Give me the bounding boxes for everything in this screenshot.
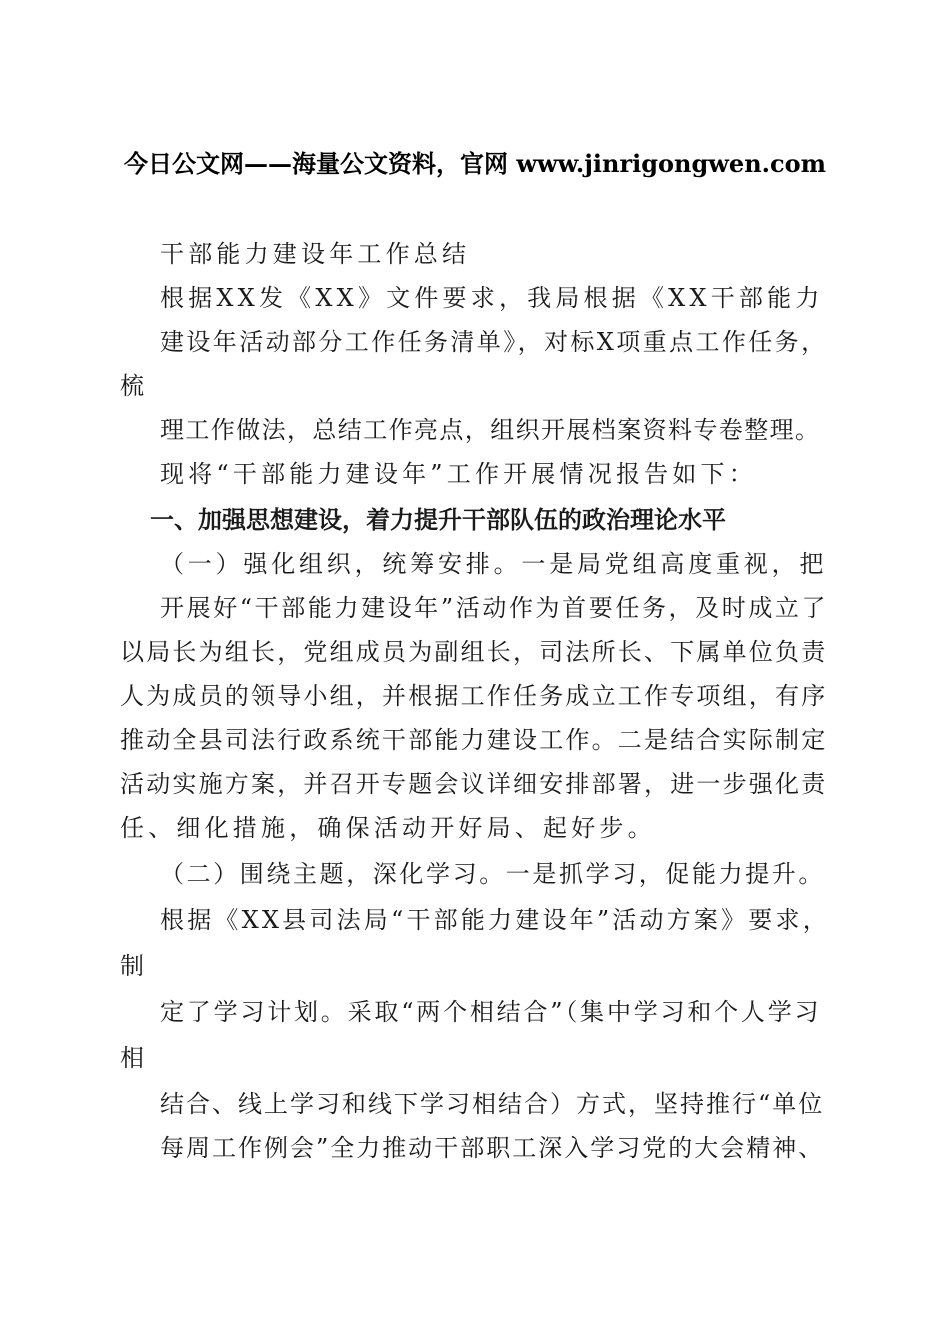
paragraph-line: 建设年活动部分工作任务清单》，对标X项重点工作任务， [160, 328, 828, 356]
paragraph-line: 现将“干部能力建设年”工作开展情况报告如下： [160, 460, 757, 488]
paragraph-line: 开展好“干部能力建设年”活动作为首要任务，及时成立了 [160, 594, 829, 622]
paragraph-line: 推动全县司法行政系统干部能力建设工作。二是结合实际制定 [120, 726, 828, 754]
paragraph-line: 结合、线上学习和线下学习相结合）方式，坚持推行“单位 [160, 1090, 825, 1118]
paragraph-line: 活动实施方案，并召开专题会议详细安排部署，进一步强化责 [120, 770, 828, 798]
paragraph-line: 每周工作例会”全力推动干部职工深入学习党的大会精神、 [160, 1134, 825, 1162]
paragraph-line: 定了学习计划。采取“两个相结合”（集中学习和个人学习 [160, 998, 822, 1026]
paragraph-line: 根据《XX县司法局“干部能力建设年”活动方案》要求， [160, 906, 830, 934]
paragraph-line: 制 [120, 952, 144, 980]
site-header: 今日公文网——海量公文资料，官网 www.jinrigongwen.com [123, 149, 827, 178]
paragraph-line: 以局长为组长，党组成员为副组长，司法所长、下属单位负责 [120, 638, 828, 666]
paragraph-line: （一）强化组织，统筹安排。一是局党组高度重视，把 [160, 550, 828, 578]
paragraph-line: （二）围绕主题，深化学习。一是抓学习，促能力提升。 [160, 860, 825, 888]
paragraph-line: 任、细化措施，确保活动开好局、起好步。 [120, 814, 656, 842]
paragraph-line: 梳 [120, 372, 144, 400]
paragraph-line: 理工作做法，总结工作亮点，组织开展档案资料专卷整理。 [160, 416, 821, 444]
document-title: 干部能力建设年工作总结 [160, 240, 471, 268]
section-heading: 一、加强思想建设，着力提升干部队伍的政治理论水平 [150, 506, 726, 534]
paragraph-line: 人为成员的领导小组，并根据工作任务成立工作专项组，有序 [120, 682, 828, 710]
paragraph-line: 根据XX发《XX》文件要求，我局根据《XX干部能力 [160, 284, 824, 312]
paragraph-line: 相 [120, 1044, 144, 1072]
